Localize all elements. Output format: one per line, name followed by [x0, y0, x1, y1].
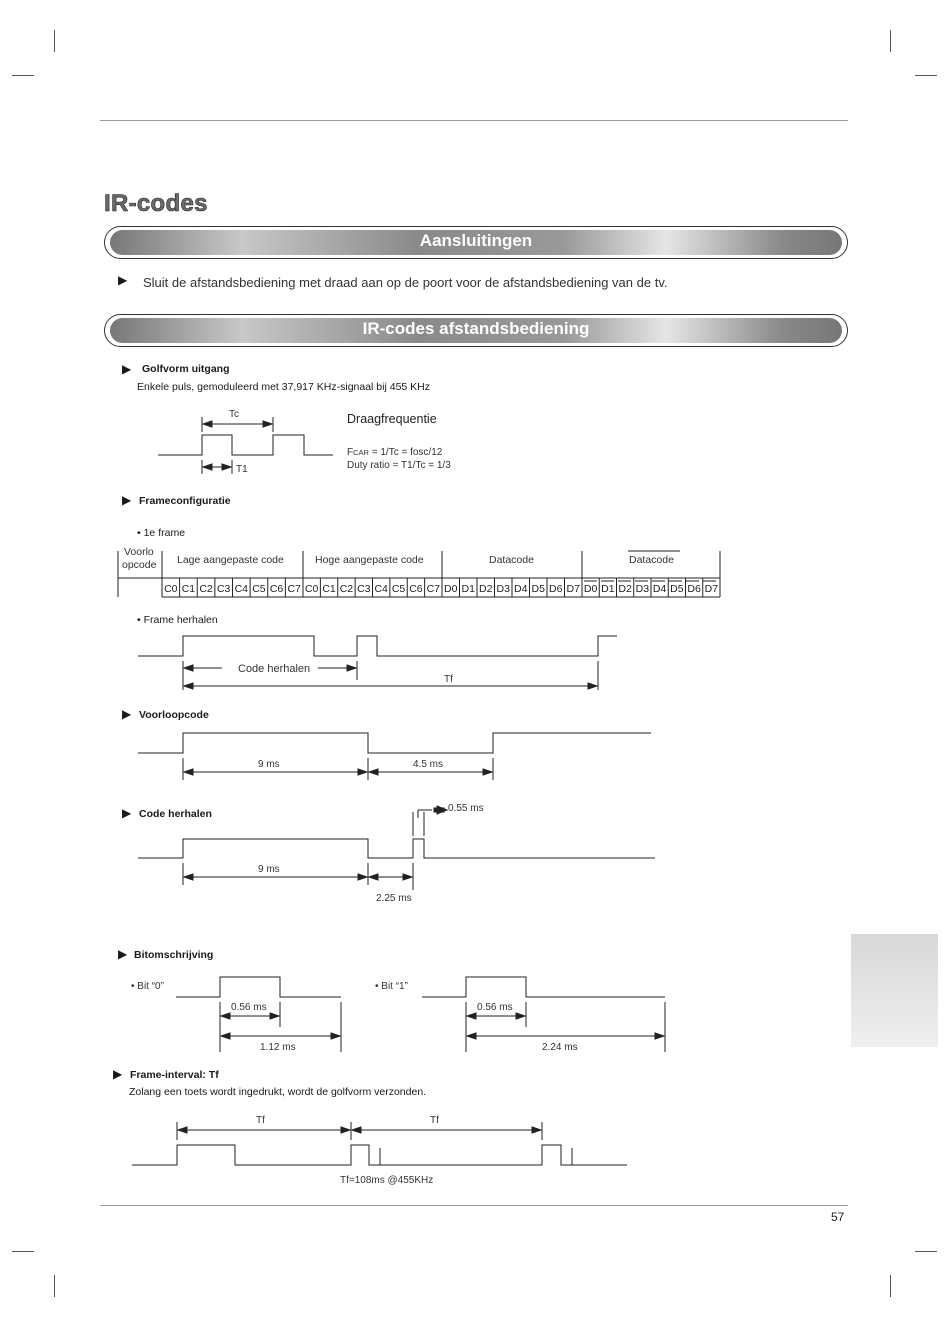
subheading: Voorloopcode: [139, 709, 209, 721]
fcar-sub: CAR: [353, 448, 369, 457]
bit-cell-label: C4: [234, 583, 249, 595]
subheading: Frame-interval: Tf: [130, 1069, 219, 1081]
bit0-waveform: [176, 977, 341, 997]
repeat-pulse-label: 0.55 ms: [448, 803, 484, 814]
leader-code-waveform: [138, 733, 651, 753]
bit-cell-label: D7: [566, 583, 580, 595]
frame-repeat-label: • Frame herhalen: [137, 614, 218, 626]
bit0-period: 1.12 ms: [260, 1042, 296, 1053]
fcar-formula: [347, 447, 443, 458]
bit-cell-label: D2: [618, 583, 632, 595]
tf2-label: Tf: [430, 1115, 439, 1126]
bit-cell-label: D0: [444, 583, 458, 595]
tf-note: Tf=108ms @455KHz: [340, 1175, 434, 1186]
section-heading: Aansluitingen: [419, 231, 533, 250]
first-frame-label: • 1e frame: [137, 527, 186, 539]
tf1-label: Tf: [256, 1115, 265, 1126]
bit1-waveform: [422, 977, 665, 997]
bit-cell-label: C2: [339, 583, 354, 595]
page-title: IR-codes: [104, 190, 208, 217]
description: Zolang een toets wordt ingedrukt, wordt de golfvorm verzonden.: [129, 1086, 427, 1098]
triangle-bullet-icon: ▶: [113, 1067, 123, 1081]
bit1-label: • Bit “1”: [375, 981, 408, 992]
subheading: Golfvorm uitgang: [142, 363, 230, 375]
repeat-2-25ms: 2.25 ms: [376, 893, 412, 904]
fcar-prefix: F: [347, 447, 354, 458]
group-label: Hoge aangepaste code: [315, 554, 424, 566]
page-number: 57: [831, 1210, 845, 1224]
carrier-waveform: [158, 435, 333, 455]
section-heading: IR-codes afstandsbediening: [362, 319, 590, 338]
code-herhalen-label: Code herhalen: [238, 663, 311, 675]
bit-cell-label: D7: [704, 583, 719, 595]
carrier-title: Draagfrequentie: [347, 412, 437, 426]
bit-cell-label: C0: [164, 583, 178, 595]
subheading: Bitomschrijving: [134, 949, 214, 961]
leader-4-5ms: 4.5 ms: [413, 759, 444, 770]
bit0-label: • Bit “0”: [131, 981, 164, 992]
fcar-rest: = 1/Tc = fosc/12: [368, 447, 443, 458]
bit-cell-label: C5: [391, 583, 406, 595]
bit-cell-label: C4: [374, 583, 388, 595]
bit-cell-label: D4: [514, 583, 528, 595]
bit-cell-label: C6: [269, 583, 284, 595]
bit0-pulse: 0.56 ms: [231, 1002, 267, 1013]
t1-label: T1: [236, 464, 248, 475]
triangle-bullet-icon: ▶: [122, 806, 132, 820]
bit-cell-label: C1: [322, 583, 336, 595]
bit-cell-label: C1: [181, 583, 196, 595]
bit-cell-label: D1: [601, 583, 615, 595]
group-label: Lage aangepaste code: [177, 554, 284, 566]
subheading: Code herhalen: [139, 808, 212, 820]
bit-cell-label: C7: [426, 583, 441, 595]
side-tab: [851, 934, 938, 1047]
triangle-bullet-icon: ▶: [118, 273, 128, 287]
leader-line2: opcode: [122, 559, 157, 571]
repeat-9ms: 9 ms: [258, 864, 280, 875]
frame-repeat-waveform: [138, 636, 617, 656]
leader-9ms: 9 ms: [258, 759, 280, 770]
bit-cell-label: C0: [304, 583, 319, 595]
triangle-bullet-icon: ▶: [118, 947, 128, 961]
bit-cell-label: D6: [549, 583, 563, 595]
bit-cell-label: D2: [479, 583, 493, 595]
triangle-bullet-icon: ▶: [122, 707, 132, 721]
bit-cell-label: D5: [531, 583, 545, 595]
bit-cell-label: C5: [252, 583, 266, 595]
subheading: Frameconfiguratie: [139, 495, 231, 507]
description: Enkele puls, gemoduleerd met 37,917 KHz-signaal bij 455 KHz: [137, 381, 431, 393]
bit-cell-label: C3: [357, 583, 371, 595]
bit-cell-label: C7: [287, 583, 301, 595]
tf-label: Tf: [444, 674, 453, 685]
bit-cell-label: D6: [687, 583, 701, 595]
bit-cell-label: C6: [409, 583, 423, 595]
bit-cell-label: D3: [635, 583, 650, 595]
bit-cell-label: D1: [461, 583, 475, 595]
bit1-period: 2.24 ms: [542, 1042, 578, 1053]
bit-cell-label: D4: [652, 583, 667, 595]
group-label: Datacode: [489, 554, 534, 566]
tc-label: Tc: [229, 409, 239, 420]
bit1-pulse: 0.56 ms: [477, 1002, 513, 1013]
bit-cell-label: C3: [216, 583, 231, 595]
triangle-bullet-icon: ▶: [122, 493, 132, 507]
repeat-code-waveform: [138, 839, 655, 858]
bit-cell-label: D3: [496, 583, 510, 595]
bit-cell-label: D5: [670, 583, 684, 595]
bit-cell-label: C2: [199, 583, 213, 595]
instruction-text: Sluit de afstandsbediening met draad aan op de poort voor de afstandsbediening van de tv.: [143, 275, 668, 290]
duty-ratio: Duty ratio = T1/Tc = 1/3: [347, 460, 451, 471]
triangle-bullet-icon: ▶: [122, 362, 132, 376]
bit-cell-label: D0: [583, 583, 598, 595]
leader-line1: Voorlo: [124, 546, 154, 558]
group-label: Datacode: [629, 554, 674, 566]
